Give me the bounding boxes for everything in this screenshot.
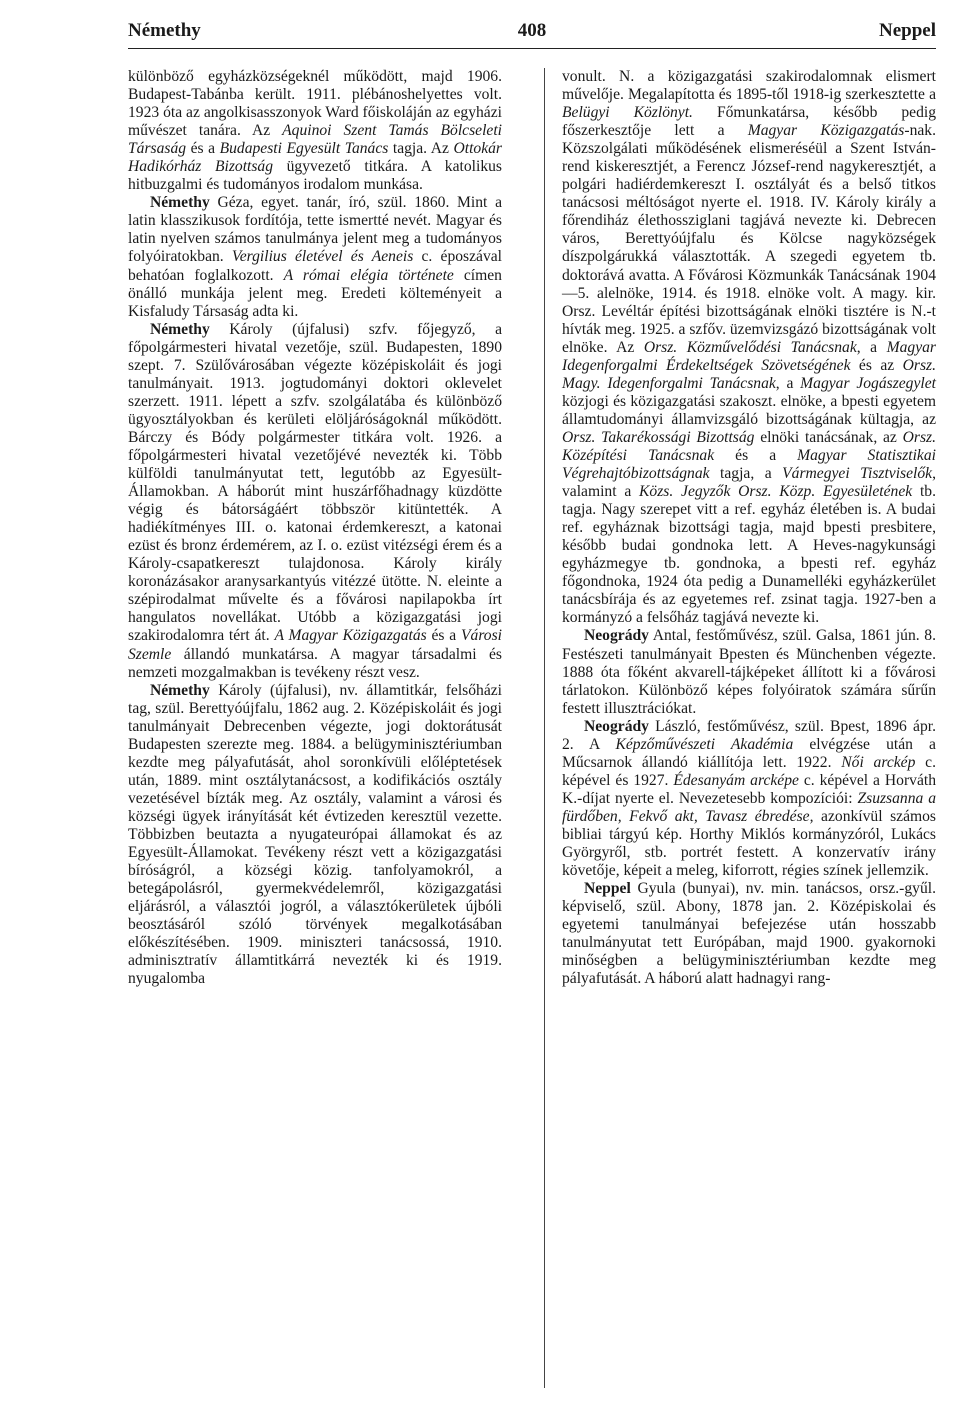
italic-title-segment: Orsz. Takarékossági Bizottság	[562, 428, 755, 446]
italic-title-segment: Vármegyei Tisztviselők	[782, 465, 933, 483]
italic-title-segment: A Magyar Közigazgatás	[274, 627, 427, 645]
right-column	[562, 68, 936, 988]
entry-nemethy-karoly-szfv	[128, 321, 502, 682]
italic-title-segment: Magyar Statisztikai Végrehajtóbizottságnak	[562, 446, 936, 483]
entry-continuation	[562, 68, 936, 627]
text-segment: állandó munkatársa. A magyar társadalmi és nemzeti mozgalmakban is tevékeny részt vesz.	[128, 645, 502, 681]
italic-title-segment: Női arckép	[841, 753, 916, 771]
text-segment: és a	[186, 140, 220, 158]
entry-continuation	[128, 68, 502, 194]
text-segment: közjogi és közigazgatási szakoszt. elnöke, a bpesti egyetem államtudományi államvizsgáló bizottságának kültagja, az	[562, 392, 936, 428]
italic-title-segment: Közs. Jegyzők Orsz. Közp. Egyesületének	[639, 483, 913, 501]
text-segment: Géza, egyet. tanár, író, szül. 1860. Mint a latin klasszikusok fordítója, tette ismertté nevét. Magyar és latin nyelven számos tanulmánya jelent meg a tudományos folyóiratokban.	[128, 194, 502, 266]
entry-headword: Némethy	[150, 320, 210, 338]
text-segment: Károly (újfalusi) szfv. főjegyző, a főpolgármesteri hivatal vezetője, szül. Budapesten, 1890 szept. 7. Szülővárosában végezte középiskoláit és jogi tanulmányait. 1913. jogtudományi doktori oklevelet szerzett. 1911. lépett a szfv. szolgálatába és különböző ügyosztályokban és kerületi elöljáróságoknál működött. Bárczy és Bódy polgármester titkára volt. 1926. a főpolgármesteri hivatal vezetőjévé nevezték ki. Több külföldi tanulmányutat tett, legutóbb az Egyesült-Államokban. A háborút mint huszárfőhadnagy küzdötte végig és bátorságáért többször kitüntették. A hadiékítményes III. o. katonai érdemkereszt, a katonai ezüst és bronz érdemérem, az I. o. ezüst vitézségi érem és a Károly-csapatkereszt tulajdonosa. Károly király koronázásakor aranysarkantyús vitézzé ütötte. N. eleinte a szépirodalmat művelte és a fővárosi napilapokba írt hangulatos novellákat. Utóbb a közigazgatási jogi szakirodalomra tért át.	[128, 320, 502, 645]
entry-neogrady-antal	[562, 627, 936, 717]
entry-headword: Neogrády	[584, 627, 649, 645]
text-segment: -nak. Közszolgálati működésének elismeréséül a Szent István-rend kiskeresztjét, a Ferencz József-rend nagykeresztjét, a polgári hadiérdemkereszt I. osztályát és a belső titkos tanácsosi méltóságot nyerte el. 1918. IV. Károly király a főrendiház élethossziglani tagjává nevezte ki. Debrecen város, Berettyóújfalu és Kölcse nagyközségek díszpolgárukká választották. A szegedi egyetem tb. doktorává avatta. A Fővárosi Közmunkák Tanácsának 1904—5. alelnöke, 1914. és 1918. elnöke volt. A magy. kir. Orsz. Levéltár építési bizottságának elnöki tisztére is N.-t hívták meg. 1925. a szfőv. üzemvizsgázó bizottságának volt elnöke. Az	[562, 122, 936, 356]
text-segment: tagja. Az	[388, 140, 454, 158]
text-segment: tb. tagja. Nagy szerepet vitt a ref. egyház életében is. A budai ref. egyháznak bizottsági tagja, majd bpesti presbitere, később budai gondnoka lett. A Heves-nagykunsági egyházmegye tb. gondnoka, a bpesti ref. egyház főgondnoka, 1924 óta pedig a Dunamelléki egyházkerület tanácsbírája és az egyetemes ref. zsinat tagja. 1927-ben a kormányzó a felsőház tagjává nevezte ki.	[562, 483, 936, 627]
header-left-guideword: Némethy	[128, 20, 201, 41]
text-segment: , a	[775, 374, 801, 392]
italic-title-segment: Édesanyám arcképe	[673, 771, 799, 789]
text-segment: elnöki tanácsának, az	[754, 428, 903, 446]
italic-title-segment: Orsz. Magy. Idegenforgalmi Tanácsnak	[562, 356, 936, 392]
header-right-guideword: Neppel	[879, 20, 936, 41]
text-segment: tagja, a	[709, 465, 783, 483]
italic-title-segment: Városi Szemle	[128, 627, 503, 663]
text-segment: és a	[426, 627, 461, 645]
text-segment: Antal, festőművész, szül. Galsa, 1861 jún. 8. Festészeti tanulmányait Bpesten és Münchenben végezte. 1888 óta főként akvarell-tájképeket állított ki a fővárosi tárlatokon. Különböző képes folyóiratok számára sűrűn festett illusztrációkat.	[562, 627, 936, 717]
text-segment: c. képével a Horváth K.-díjat nyerte el. Nevezetesebb kompozíciói:	[562, 771, 936, 807]
text-segment: címen önálló munkája jelent meg. Eredeti költeményeit a Kisfaludy Társaság adta ki.	[128, 266, 502, 320]
text-segment: c. képével és 1927.	[562, 753, 936, 789]
italic-title-segment: Magyar Idegenforgalmi Érdekeltségek Szövetségének	[562, 338, 936, 374]
italic-title-segment: Belügyi Közlönyt.	[562, 104, 693, 122]
italic-title-segment: Aquinoi Szent Tamás Bölcseleti Társaság	[128, 122, 502, 158]
text-segment: és az	[850, 356, 903, 374]
text-segment: Főmunkatársa, később pedig főszerkesztője lett a	[562, 104, 937, 140]
italic-title-segment: Képzőművészeti Akadémia	[615, 735, 794, 753]
left-column	[128, 68, 502, 988]
entry-nemethy-karoly-allamtitkar	[128, 682, 502, 989]
entry-neppel-gyula	[562, 880, 936, 988]
entry-headword: Neogrády	[584, 717, 649, 735]
italic-title-segment: Magyar Közigazgatás	[747, 122, 905, 140]
entry-headword: Némethy	[150, 194, 210, 212]
text-segment: Károly (újfalusi), nv. államtitkár, felsőházi tag, szül. Berettyóújfalu, 1862 aug. 2. Középiskoláit és jogi tanulmányait Debrecenben végezte, jogi doktorátusát Budapesten szerezte meg. 1884. a belügyminisztériumban kezdte meg pályafutását, ahol soronkívüli előléptetések után, 1889. mint osztálytanácsost, a kodifikációs osztály vezetésével bízták meg. Az osztály, valamint a városi és községi ügyek irányítását két évtizeden keresztül vezette. Többizben beutazta a nyugateurópai államokat és az Egyesült-Államokat. Tevékeny részt vett a közigazgatási bíróságról, a községi közig. tanfolyamokról, a betegápolásról, gyermekvédelemről, közigazgatási eljárásról, a választói jogról, a választókerületek újbóli beosztásáról szóló törvények megalkotásában előkészítésében. 1909. miniszteri tanácsossá, 1910. adminisztratív államtitkárrá nevezték ki és 1919. nyugalomba	[128, 681, 502, 988]
italic-title-segment: A római elégia története	[283, 266, 454, 284]
entry-neogrady-laszlo	[562, 718, 936, 880]
column-divider	[544, 68, 545, 1388]
italic-title-segment: Orsz. Középítési Tanácsnak	[562, 428, 936, 464]
text-segment: Gyula (bunyai), nv. min. tanácsos, orsz.-gyűl. képviselő, szül. Abony, 1878 jan. 2. Középiskolai és egyetemi tanulmányai befejezése után hosszabb tanulmányutat tett Európában, majd 1900. gyakornoki minőségben a belügyminisztériumban kezdte meg pályafutását. A háború alatt hadnagyi rang-	[562, 880, 936, 988]
entry-body	[128, 321, 502, 681]
entry-nemethy-geza	[128, 194, 502, 320]
italic-title-segment: Orsz. Közművelődési Tanácsnak	[643, 338, 857, 356]
entry-headword: Neppel	[584, 880, 631, 898]
italic-title-segment: Ottokár Hadikórház Bizottság	[128, 140, 502, 176]
entry-body	[128, 682, 502, 988]
text-segment: László, festőművész, szül. Bpest, 1896 ápr. 2. A	[562, 717, 936, 753]
text-segment: és a	[714, 446, 798, 464]
text-segment: vonult. N. a közigazgatási szakirodalomnak elismert művelője. Megalapította és 1895-től 1918-ig szerkesztette a	[562, 68, 936, 104]
text-segment: elvégzése után a Műcsarnok állandó kiállítója lett. 1922.	[562, 735, 936, 771]
entry-body	[128, 194, 502, 319]
entry-headword: Némethy	[150, 681, 210, 699]
italic-title-segment: Budapesti Egyesült Tanács	[219, 140, 389, 158]
italic-title-segment: Vergilius életével és Aeneis	[231, 248, 414, 266]
italic-title-segment: Zsuzsanna a fürdőben, Fekvő akt, Tavasz ébredése,	[562, 789, 936, 825]
italic-title-segment: Magyar Jogászegylet	[800, 374, 936, 392]
text-segment: azonkívül számos bibliai tárgyú kép. Horthy Miklós kormányzóról, Lukács Györgyről, stb. portrét festett. A konzervatív irány követője, képeit a meleg, kiforrott, régies színek jellemzik.	[562, 807, 936, 880]
text-segment: ügyvezető titkára. A katolikus hitbuzgalmi és tudományos irodalom munkása.	[128, 158, 502, 194]
text-segment: , valamint a	[562, 465, 936, 501]
text-segment: c. époszával behatóan foglalkozott.	[128, 248, 503, 284]
page-header	[128, 18, 936, 49]
entry-body	[562, 718, 936, 879]
text-segment: különböző egyházközségeknél működött, majd 1906. Budapest-Tabánba került. 1911. plébánoshelyettes volt. 1923 óta az angolkisasszonyok Ward főiskoláján az egyházi művészet tanára. Az	[128, 68, 502, 140]
text-segment: , a	[856, 338, 887, 356]
page-number: 408	[517, 20, 547, 41]
